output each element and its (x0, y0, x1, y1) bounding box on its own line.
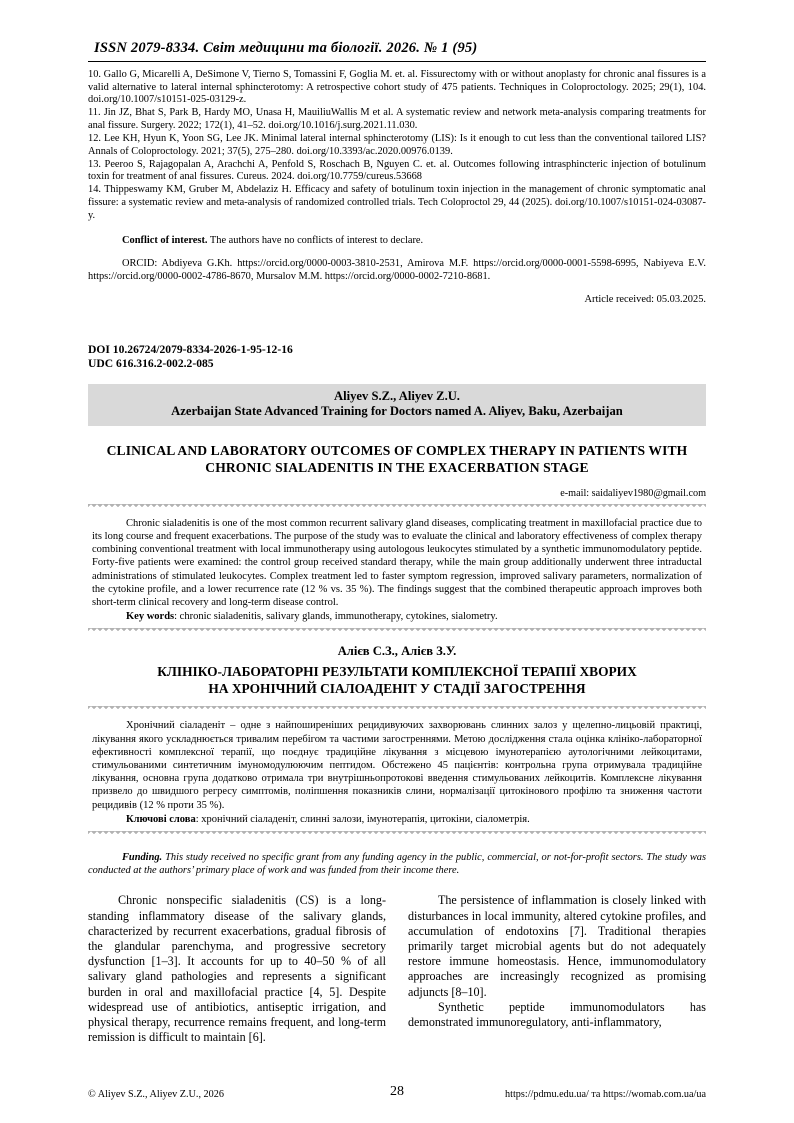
funding-text: This study received no specific grant from any funding agency in the public, commercial, or not-for-profit sectors. The study was conducted at the authors’ primary place of work and was funded from their income there. (88, 852, 706, 877)
conflict-text: The authors have no conflicts of interest to declare. (207, 235, 424, 247)
zigzag-divider (88, 504, 706, 511)
author-names: Aliyev S.Z., Aliyev Z.U. (334, 388, 460, 403)
reference-item: 13. Peeroo S, Rajagopalan A, Arachchi A, Penfold S, Roschach B, Nguyen C. et. al. Outcomes following intrasphincteric injection of botulinum toxin for treatment of anal fissures. Cureus. 2024. doi.org/10.7759/cureus.53668 (88, 158, 706, 183)
reference-item: 11. Jin JZ, Bhat S, Park B, Hardy MO, Unasa H, MauiliuWallis M et al. A systematic review and network meta-analysis comparing treatments for anal fissure. Surgery. 2022; 172(1), 41–52. doi.org/10.1016/j.surg.2021.11.030. (88, 107, 706, 131)
body-column-left (88, 893, 386, 1045)
orcid-line: ORCID: Abdiyeva G.Kh. https://orcid.org/0000-0003-3810-2531, Amirova M.F. https://orcid.org/0000-0001-5598-6995, Nabiyeva E.V. https://orcid.org/0000-0002-4786-8670, Mursalov M.M. https://orcid.org/0000-0002-7210-8681. (88, 257, 706, 282)
abstract-english (88, 511, 706, 629)
article-received: Article received: 05.03.2025. (584, 294, 706, 306)
title-line-2: CHRONIC SIALADENITIS IN THE EXACERBATION STAGE (205, 459, 589, 475)
conflict-label: Conflict of interest. (122, 235, 208, 247)
funding-label: Funding. (122, 852, 163, 863)
copyright-notice: © Aliyev S.Z., Aliyev Z.U., 2026 (88, 1089, 224, 1100)
abstract-ua-body: Хронічний сіаладеніт – одне з найпоширеніших рецидивуючих захворювань слинних залоз у щелепно-лицьовій практиці, лікування якого ускладнюється тривалим перебігом та частими загостреннями. Метою дослідження стала оцінка клініко-лабораторної ефективності комплексної терапії, що поєднує традиційне лікування з місцевою імунотерапією аутологічними лейкоцитами, стимульованими синтетичним імуномодулюючим пептидом. Обстежено 45 пацієнтів: контрольна група отримувала традиційне лікування, основна група додатково отримала три внутрішньопротокові введення стимульованих лейкоцитів. Комплексне лікування призвело до швидшого регресу симптомів, поліпшення показників слини, нормалізації цитокінового профілю та зниження частоти рецидивів (12 % проти 35 %). (92, 720, 702, 811)
running-head-rule (88, 61, 706, 62)
ua-author-names: Алієв С.З., Алієв З.У. (337, 644, 457, 659)
reference-list (88, 69, 706, 222)
reference-item: 14. Thippeswamy KM, Gruber M, Abdelaziz H. Efficacy and safety of botulinum toxin injection in the management of chronic symptomatic anal fissure: a systematic review and meta-analysis of randomized controlled trials. Tech Coloproctol 29, 44 (2025). doi.org/10.1007/s10151-024-03087-y. (88, 184, 706, 221)
zigzag-divider (88, 831, 706, 838)
abstract-en-body: Chronic sialadenitis is one of the most common recurrent salivary gland diseases, complicating treatment in maxillofacial practice due to its long course and frequent exacerbations. The purpose of the study was to evaluate the clinical and laboratory effectiveness of complex therapy combining conventional treatment with local immunotherapy using autologous leukocytes stimulated by a synthetic immunomodulatory peptide. Forty-five patients were examined: the control group received standard therapy, while the main group additionally underwent three intraductal administrations of stimulated leukocytes. Complex treatment led to faster symptom regression, improved salivary parameters, normalization of the cytokine profile, and a lower recurrence rate (12 % vs. 35 %). The findings suggest that the combined therapeutic approach improves both short-term clinical recovery and long-term disease control. (92, 517, 702, 608)
keywords-en-text: : chronic sialadenitis, salivary glands, immunotherapy, cytokines, sialometry. (174, 611, 498, 623)
body-paragraph: Chronic nonspecific sialadenitis (CS) is a long-standing inflammatory disease of the salivary glands, characterized by recurrent exacerbations, gradual fibrosis of the glandular parenchyma, and progressive secretory dysfunction [1–3]. It accounts for up to 40–50 % of all salivary gland pathologies and represents a significant burden in oral and maxillofacial practice [4, 5]. Despite widespread use of antibiotics, antiseptic irrigation, and physical therapy, recurrence remains frequent, and long-term remission is difficult to maintain [6]. (88, 893, 386, 1045)
keywords-english (92, 610, 702, 623)
keywords-ukrainian (92, 813, 702, 826)
journal-links[interactable]: https://pdmu.edu.ua/ та https://womab.com.ua/ua (505, 1089, 706, 1100)
keywords-ua-label: Ключові слова (126, 813, 196, 825)
contact-email[interactable]: e-mail: saidaliyev1980@gmail.com (560, 487, 706, 499)
ua-page-title (88, 663, 706, 697)
author-affiliation: Azerbaijan State Advanced Training for Doctors named A. Aliyev, Baku, Azerbaijan (171, 404, 623, 419)
keywords-en-label: Key words (126, 611, 175, 623)
ua-title-line-2: НА ХРОНІЧНИЙ СІАЛОАДЕНІТ У СТАДІЇ ЗАГОСТРЕННЯ (208, 681, 586, 697)
body-column-right (408, 893, 706, 1045)
zigzag-divider (88, 628, 706, 635)
author-band (88, 384, 706, 426)
notes-block (88, 234, 706, 307)
udc-line: UDC 616.316.2-002.2-085 (88, 357, 214, 371)
zigzag-divider (88, 706, 706, 713)
identifiers (88, 343, 706, 372)
page-footer (88, 1084, 706, 1100)
running-head: ISSN 2079-8334. Світ медицини та біології. 2026. № 1 (95) (94, 40, 478, 56)
doi-line: DOI 10.26724/2079-8334-2026-1-95-12-16 (88, 342, 293, 356)
body-paragraph: Synthetic peptide immunomodulators has demonstrated immunoregulatory, anti-inflammatory, (408, 999, 706, 1030)
ua-title-line-1: КЛІНІКО-ЛАБОРАТОРНІ РЕЗУЛЬТАТИ КОМПЛЕКСНОЇ ТЕРАПІЇ ХВОРИХ (157, 664, 637, 680)
title-line-1: CLINICAL AND LABORATORY OUTCOMES OF COMPLEX THERAPY IN PATIENTS WITH (106, 442, 688, 458)
funding-statement (88, 851, 706, 877)
conflict-of-interest (88, 234, 706, 247)
body-paragraph: The persistence of inflammation is closely linked with disturbances in local immunity, altered cytokine profiles, and accumulation of endotoxins [7]. Traditional therapies primarily target microbial agents but do not adequately restore immune homeostasis. Hence, immunomodulatory approaches are increasingly recognized as promising adjuncts [8–10]. (408, 893, 706, 999)
reference-item: 12. Lee KH, Hyun K, Yoon SG, Lee JK. Minimal lateral internal sphincterotomy (LIS): Is it enough to cut less than the conventional tailored LIS? Annals of Coloproctology. 2021; 37(5), 275–280. doi.org/10.3393/ac.2020.00976.0139. (88, 132, 706, 157)
keywords-ua-text: : хронічний сіаладеніт, слинні залози, імунотерапія, цитокіни, сіалометрія. (195, 813, 530, 825)
page-number: 28 (390, 1084, 404, 1099)
page-title (88, 442, 706, 476)
reference-item: 10. Gallo G, Micarelli A, DeSimone V, Tierno S, Tomassini F, Goglia M. et. al. Fissurectomy with or without anoplasty for chronic anal fissures is a valid alternative to lateral internal sphincterotomy: A retrospective cohort study of 475 patients. Techniques in Coloproctology. 2025; 29(1), 104. doi.org/10.1007/s10151-025-03129-z. (88, 69, 706, 106)
body-columns (88, 893, 706, 1045)
abstract-ukrainian (88, 713, 706, 831)
funding-paragraph (88, 851, 706, 877)
